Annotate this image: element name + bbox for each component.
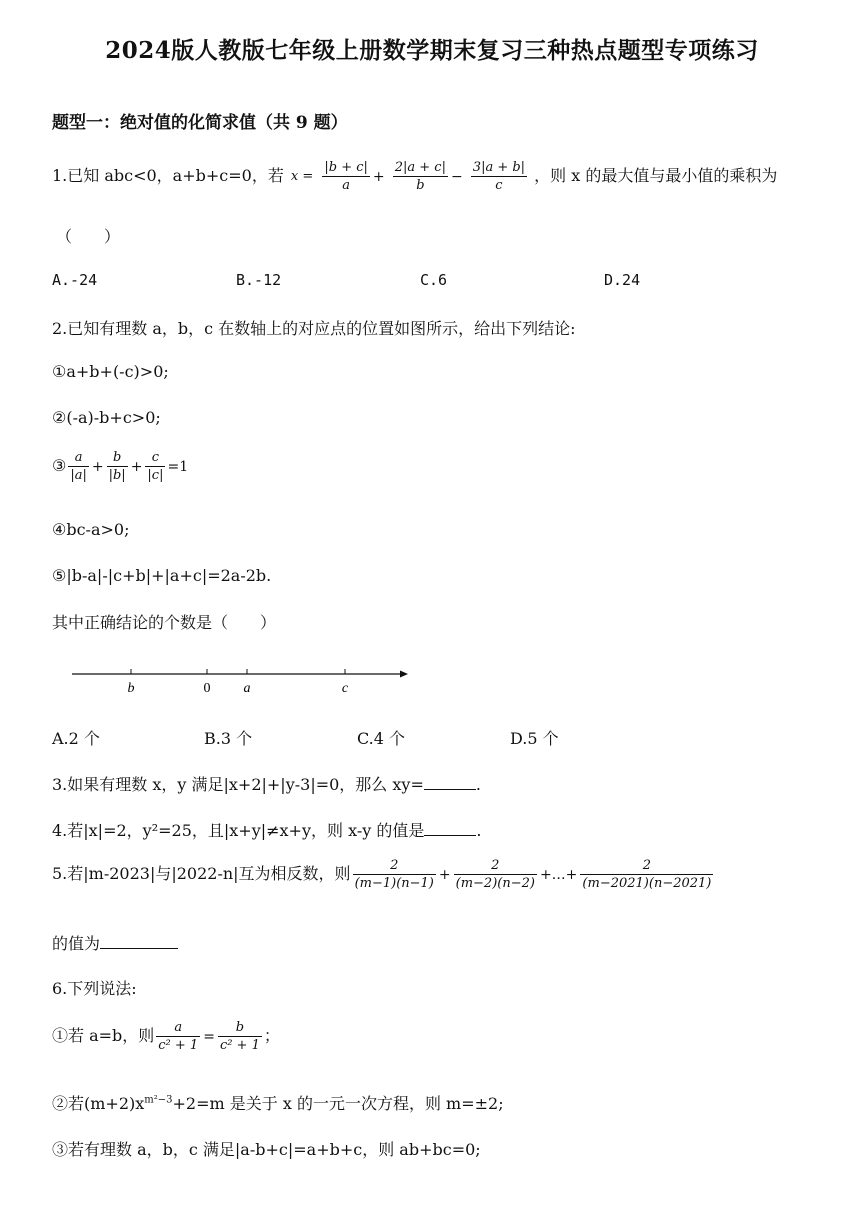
q4-answer-blank[interactable]	[424, 821, 476, 836]
q1-frac-2: $\frac{2|a + c|}{b}$	[394, 160, 446, 193]
question-4: 4.若|x|=2，y²=25，且|x+y|≠x+y，则 x-y 的值是 .	[52, 821, 482, 840]
q2-statement-1: ①a+b+(-c)>0;	[52, 362, 169, 381]
q2-option-c: C.4 个	[357, 729, 406, 748]
q6-s1-frac-a: $\frac{a}{\text{c² + 1}}$	[158, 1020, 199, 1053]
q2-s3-frac-a: $\frac{a}{|a|}$	[70, 450, 87, 483]
q1-prefix: 1.已知 abc<0，a+b+c=0，若	[52, 166, 284, 185]
q5-term-1: $\frac{2}{(m-1)(n-1)}$	[354, 858, 434, 891]
q2-option-d: D.5 个	[510, 729, 559, 748]
label-0: 0	[203, 681, 211, 696]
q5-term-2: $\frac{2}{(m-2)(n-2)}$	[455, 858, 535, 891]
label-c: c	[341, 681, 349, 696]
q6-statement-3: ③若有理数 a，b，c 满足|a-b+c|=a+b+c，则 ab+bc=0;	[52, 1140, 481, 1159]
question-2-stem: 2.已知有理数 a，b，c 在数轴上的对应点的位置如图所示，给出下列结论:	[52, 319, 576, 338]
q6-statement-1: ①若 a=b，则 $\frac{a}{\text{c² + 1}}$ = $\frac{b}{\text{c² + 1}}$ ；	[52, 1020, 280, 1053]
q2-s3-frac-c: $\frac{c}{|c|}$	[147, 450, 164, 483]
q6-statement-2: ②若$(m+2)x^{m^2-3}+2=m$ 是关于 x 的一元一次方程，则 m=±2;	[52, 1094, 504, 1113]
q2-s3-frac-b: $\frac{b}{|b|}$	[108, 450, 126, 483]
q1-x: x =	[290, 169, 314, 184]
q1-suffix: ，则 x 的最大值与最小值的乘积为	[534, 166, 778, 185]
q2-option-b: B.3 个	[204, 729, 253, 748]
question-5-stem: 5.若|m-2023|与|2022-n|互为相反数，则 $\frac{2}{(m-1)(n-1)}$ + $\frac{2}{(m-2)(n-2)}$ +…+ $\frac{2}{(m-2021)(n-2021)}$	[52, 858, 712, 891]
label-b: b	[127, 681, 135, 696]
question-1-stem: 1.已知 abc<0，a+b+c=0，若 x = $\frac{|b + c|}{a}$ + $\frac{2|a + c|}{b}$ − $\frac{3|a + b|}{c}$ ，则 x 的最大值与最小值的乘积为	[52, 160, 778, 193]
q6-s1-frac-b: $\frac{b}{\text{c² + 1}}$	[219, 1020, 260, 1053]
q2-statement-3: ③ $\frac{a}{|a|}$ + $\frac{b}{|b|}$ + $\frac{c}{|c|}$ =1	[52, 450, 189, 483]
q2-ask: 其中正确结论的个数是（ ）	[52, 613, 277, 632]
q1-frac-1: $\frac{|b + c|}{a}$	[324, 160, 368, 193]
q1-option-c: C.6	[420, 271, 448, 289]
number-line-arrow	[400, 671, 408, 678]
q6-s2-exponent: m²−3	[144, 1094, 173, 1106]
q5-answer-blank[interactable]	[100, 934, 178, 949]
q1-option-d: D.24	[604, 271, 641, 289]
question-3: 3.如果有理数 x，y 满足|x+2|+|y-3|=0，那么 xy= .	[52, 775, 481, 794]
q2-option-a: A.2 个	[52, 729, 100, 748]
question-6-stem: 6.下列说法:	[52, 979, 137, 998]
q5-term-3: $\frac{2}{(m-2021)(n-2021)}$	[582, 858, 712, 891]
q5-tail: 的值为	[52, 931, 178, 954]
q1-frac-3: $\frac{3|a + b|}{c}$	[472, 160, 526, 193]
q1-option-b: B.-12	[236, 271, 282, 289]
q1-option-a: A.-24	[52, 271, 98, 289]
q1-paren: （ ）	[56, 227, 121, 246]
q2-statement-2: ②(-a)-b+c>0;	[52, 408, 161, 427]
q2-statement-4: ④bc-a>0;	[52, 520, 130, 539]
label-a: a	[243, 681, 251, 696]
section-heading: 题型一：绝对值的化简求值（共 9 题）	[52, 113, 348, 133]
q2-statement-5: ⑤|b-a|-|c+b|+|a+c|=2a-2b.	[52, 566, 272, 585]
number-line	[60, 660, 420, 700]
q3-answer-blank[interactable]	[424, 775, 476, 790]
page-title: 2024版人教版七年级上册数学期末复习三种热点题型专项练习	[105, 37, 759, 64]
